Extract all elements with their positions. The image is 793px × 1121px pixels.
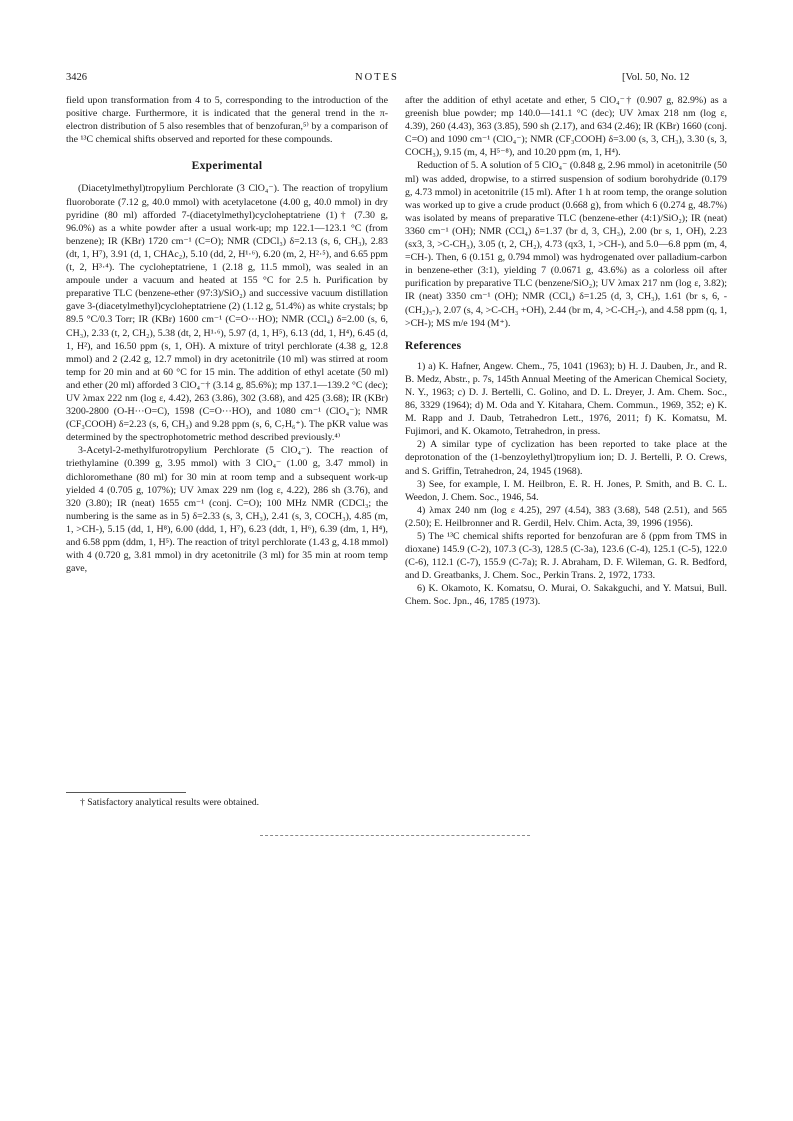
experimental-paragraph-1: (Diacetylmethyl)tropylium Perchlorate (3 ClO₄⁻). The reaction of tropylium fluoroborate (7.12 g, 40.0 mmol) with acetylacetone (4.00 g, 40.0 mmol) in dry pyridine (80 ml) afforded 7-(diacetylmethyl)cycloheptatriene (1)† (7.30 g, 96.0%) as a white powder after a usual work-up; mp 122.1—123.1 °C (from benzene); IR (KBr) 1720 cm⁻¹ (C=O); NMR (CDCl₃) δ=2.13 (s, 6, CH₃), 2.83 (dt, 1, H⁷), 3.91 (d, 1, CHAc₂), 5.10 (dd, 2, H¹·⁶), 6.20 (m, 2, H²·⁵), and 6.65 ppm (t, 2, H³·⁴). The cycloheptatriene, 1 (2.18 g, 11.5 mmol), was sealed in an ampoule under a vacuum and heated at 155 °C for 2.5 h. Purification by preparative TLC (benzene-ether (97:3)/SiO₂) and successive vacuum distillation gave 3-(diacetylmethyl)cycloheptatriene (2) (1.12 g, 51.4%) as white crystals; bp 89.5 °C/0.3 Torr; IR (KBr) 1600 cm⁻¹ (C=O···HO); NMR (CCl₄) δ=2.00 (s, 6, CH₃), 2.33 (t, 2, CH₂), 5.38 (dt, 2, H¹·⁶), 5.97 (d, 1, H⁵), 6.13 (dd, 1, H⁴), 6.45 (d, 1, H²), and 16.50 ppm (s, 1, OH). A mixture of trityl perchlorate (4.38 g, 12.8 mmol) and 2 (2.42 g, 12.7 mmol) in dry acetonitrile (10 ml) was stirred at room temp for 20 min and at 60 °C for 15 min. The addition of ethyl acetate (50 ml) and ether (20 ml) afforded 3 ClO₄⁻† (3.14 g, 85.6%); mp 137.1—139.2 °C (dec); UV λmax 222 nm (log ε, 4.42), 263 (3.86), 302 (3.68), and 425 (3.68); IR (KBr) 3200-2800 (O-H···O=C), 1598 (C=O···HO), and 1080 cm⁻¹ (ClO₄⁻); NMR (CF₃COOH) δ=2.23 (s, 6, CH₃) and 9.28 ppm (s, 6, C₇H₆⁺). The pKR value was determined by the spectrophotometric method described previously.⁴⁾	[66, 183, 388, 444]
experimental-heading: Experimental	[191, 160, 263, 173]
references-heading: References	[405, 339, 462, 352]
reference-item: 2) A similar type of cyclization has been reported to take place at the deprotonation of the (1-benzoylethyl)tropylium ion; D. J. Bertelli, P. O. Crews, and S. Griffin, Tetrahedron, 24, 1945 (1968).	[405, 439, 727, 477]
experimental-paragraph-4: Reduction of 5. A solution of 5 ClO₄⁻ (0.848 g, 2.96 mmol) in acetonitrile (50 ml) was added, dropwise, to a stirred suspension of sodium borohydride (0.179 g, 4.73 mmol) in acetonitrile (15 ml). After 1 h at room temp, the orange solution was worked up to give a crude product (0.668 g), from which 6 (0.274 g, 48.7%) was isolated by means of preparative TLC (benzene-ether (4:1)/SiO₂); IR (neat) 3360 cm⁻¹ (OH); NMR (CCl₄) δ=1.37 (br d, 3, CH₃), 2.00 (br s, 1, OH), 2.23 (sx3, 3, >C-CH₃), 3.05 (t, 2, CH₂), 4.73 (qx3, 1, >CH-), and 5.0—6.8 ppm (m, 4, =CH-). Then, 6 (0.151 g, 0.794 mmol) was hydrogenated over palladium-carbon in benzene-ether (3:1), yielding 7 (0.0671 g, 43.6%) as a colorless oil after purification by preparative TLC (benzene/SiO₂); UV λmax 217 nm (log ε, 3.82); IR (neat) 3350 cm⁻¹ (OH); NMR (CCl₄) δ=1.25 (d, 3, CH₃), 1.61 (br s, 6, -(CH₂)₃-), 2.07 (s, 4, >C-CH₃ +OH), 2.44 (br m, 4, >C-CH₂-), and 4.58 ppm (q, 1, >CH-); MS m/e 194 (M⁺).	[405, 160, 727, 329]
footnote-divider	[66, 792, 186, 793]
reference-item: 5) The ¹³C chemical shifts reported for benzofuran are δ (ppm from TMS in dioxane) 145.9 (C-2), 107.3 (C-3), 128.5 (C-3a), 123.6 (C-4), 125.1 (C-5), 122.0 (C-6), 112.1 (C-7), 155.9 (C-7a); R. J. Abraham, D. F. Wileman, G. R. Bedford, and D. Greatbanks, J. Chem. Soc., Perkin Trans. 2, 1972, 1733.	[405, 531, 727, 582]
page-number: 3426	[66, 72, 87, 83]
end-of-article-rule	[260, 835, 530, 836]
footnote: † Satisfactory analytical results were obtained.	[80, 797, 260, 808]
right-column	[405, 94, 727, 609]
experimental-paragraph-2: 3-Acetyl-2-methylfurotropylium Perchlorate (5 ClO₄⁻). The reaction of triethylamine (0.399 g, 3.95 mmol) with 3 ClO₄⁻ (1.00 g, 3.47 mmol) in dichloromethane (80 ml) for 30 min at room temp and a subsequent work-up yielded 4 (0.705 g, 107%); UV λmax 229 nm (log ε, 4.22), 286 sh (3.76), and 320 (3.80); IR (neat) 1655 cm⁻¹ (conj. C=O); 100 MHz NMR (CDCl₃; the numbering is the same as in 5) δ=2.33 (s, 3, CH₃), 2.41 (s, 3, COCH₃), 4.85 (m, 1, >CH-), 5.15 (dd, 1, H⁸), 6.00 (ddd, 1, H⁷), 6.23 (ddt, 1, H⁶), 6.39 (dm, 1, H⁴), and 6.58 ppm (ddm, 1, H⁵). The reaction of trityl perchlorate (1.43 g, 4.18 mmol) with 4 (0.720 g, 3.81 mmol) in dry acetonitrile (3 ml) for 35 min at room temp gave,	[66, 445, 388, 575]
experimental-paragraph-3: after the addition of ethyl acetate and ether, 5 ClO₄⁻† (0.907 g, 82.9%) as a greenish blue powder; mp 140.0—141.1 °C (dec); UV λmax 218 nm (log ε, 4.39), 260 (4.43), 363 (3.85), 590 sh (2.17), and 634 (2.46); IR (KBr) 1660 (conj. C=O) and 1090 cm⁻¹ (ClO₄⁻); NMR (CF₃COOH) δ=3.00 (s, 3, CH₃), 3.30 (s, 3, COCH₃), 9.15 (m, 4, H⁵⁻⁸), and 10.20 ppm (m, 1, H⁴).	[405, 95, 727, 159]
reference-item: 6) K. Okamoto, K. Komatsu, O. Murai, O. Sakakguchi, and Y. Matsui, Bull. Chem. Soc. Jpn., 46, 1785 (1973).	[405, 583, 727, 608]
reference-item: 1) a) K. Hafner, Angew. Chem., 75, 1041 (1963); b) H. J. Dauben, Jr., and R. B. Medz, Abstr., p. 7s, 145th Annual Meeting of the American Chemical Society, N. Y., 1963; c) D. J. Bertelli, C. Golino, and D. L. Dreyer, J. Am. Chem. Soc., 86, 3329 (1964); d) M. Oda and Y. Kitahara, Chem. Commun., 1969, 352; e) K. M. Rapp and J. Daub, Tetrahedron Lett., 1976, 2011; f) K. Komatsu, M. Fujimori, and K. Okamoto, Tetrahedron, in press.	[405, 360, 727, 438]
volume-issue: [Vol. 50, No. 12	[622, 72, 690, 83]
left-column	[66, 94, 388, 575]
intro-paragraph: field upon transformation from 4 to 5, corresponding to the introduction of the positive charge. Furthermore, it is indicated that the general trend in the π-electron distribution of 5 also resembles that of benzofuran,⁵⁾ by a comparison of the ¹³C chemical shifts observed and reported for these compounds.	[66, 95, 388, 146]
journal-section-title: NOTES	[355, 72, 399, 83]
reference-item: 3) See, for example, I. M. Heilbron, E. R. H. Jones, P. Smith, and B. C. L. Weedon, J. Chem. Soc., 1946, 54.	[405, 478, 727, 503]
reference-item: 4) λmax 240 nm (log ε 4.25), 297 (4.54), 383 (3.68), 548 (2.51), and 565 (2.50); E. Heilbronner and R. Gerdil, Helv. Chim. Acta, 39, 1996 (1956).	[405, 504, 727, 529]
